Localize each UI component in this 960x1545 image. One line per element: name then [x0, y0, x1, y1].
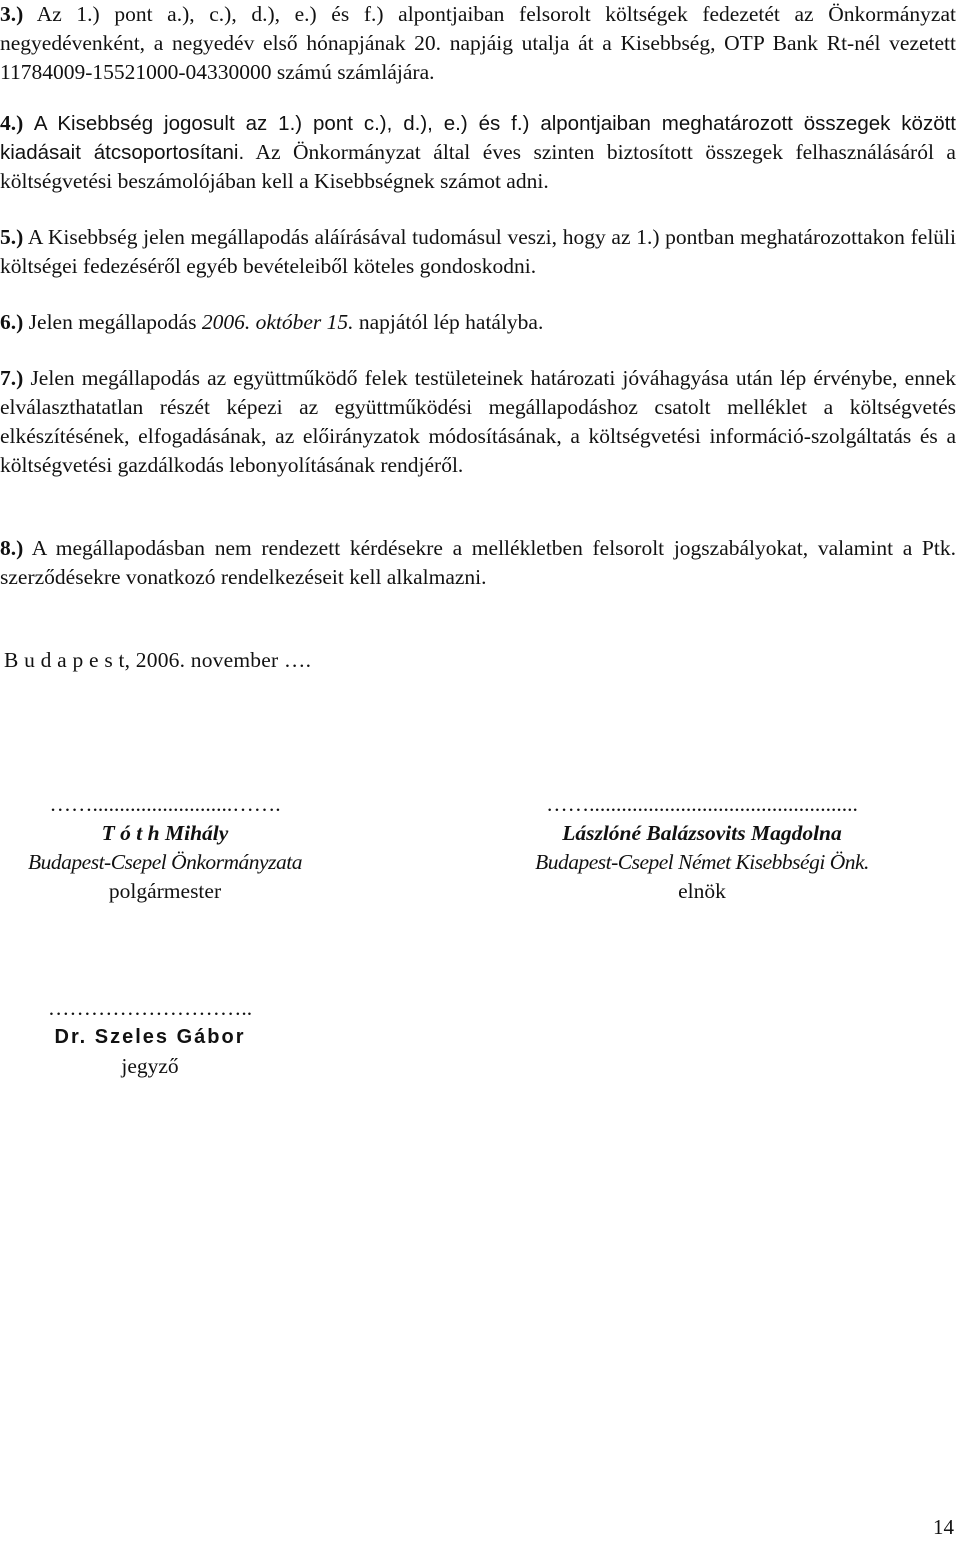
paragraph-number: 7.)	[0, 366, 24, 390]
paragraph-text: A megállapodásban nem rendezett kérdésekre a mellékletben felsorolt jogszabályokat, valamint a Ptk. szerződésekre vonatkozó rendelkezéseit kell alkalmazni.	[0, 536, 956, 589]
signatory-name: Dr. Szeles Gábor	[54, 1026, 246, 1048]
paragraph-4	[0, 109, 956, 196]
paragraph-text-b: napjától lép hatályba.	[358, 310, 544, 334]
signatory-role: elnök	[678, 879, 726, 903]
signature-block-mayor	[4, 790, 326, 906]
paragraph-text-sans: A Kisebbség jogosult az 1.) pont c.), d.), e.) és f.) alpontjaiban meghatározott összegek között kiadásait átcsoportosítani.	[0, 112, 956, 164]
signatory-organization: Budapest-Csepel Önkormányzata	[28, 850, 302, 874]
signature-line: ……..................................................	[546, 792, 858, 816]
signature-block-chair	[496, 790, 908, 906]
signature-line: ………………………..	[47, 996, 253, 1020]
paragraph-text: Jelen megállapodás az együttműködő felek testületeinek határozati jóváhagyása után lép érvénybe, ennek elválaszthatatlan részét képezi az együttműködési megállapodáshoz csatolt melléklet a költségvetés elkészítésének, elfogadásának, az előirányzatok módosításának, a költségvetési információ-szolgáltatás és a költségvetési gazdálkodás lebonyolításának rendjéről.	[0, 366, 956, 477]
paragraph-number: 4.)	[0, 111, 24, 135]
paragraph-number: 8.)	[0, 536, 24, 560]
signatory-role: polgármester	[108, 879, 222, 903]
signature-block-notary	[0, 994, 300, 1081]
paragraph-number: 5.)	[0, 225, 24, 249]
paragraph-text: Az Önkormányzat által éves szinten biztosított összegek felhasználásáról a költségvetési beszámolójában kell a Kisebbségnek számot adni.	[0, 140, 956, 193]
paragraph-text-a: Jelen megállapodás	[28, 310, 197, 334]
paragraph-3	[0, 0, 956, 87]
page-number: 14	[933, 1515, 954, 1539]
paragraph-number: 3.)	[0, 2, 24, 26]
effective-date: 2006. október 15.	[201, 310, 354, 334]
paragraph-text: Az 1.) pont a.), c.), d.), e.) és f.) alpontjaiban felsorolt költségek fedezetét az Önkormányzat negyedévenként, a negyedév első hónapjának 20. napjáig utalja át a Kisebbség, OTP Bank Rt-nél vezetett 11784009-15521000-04330000 számú számlájára.	[0, 2, 956, 84]
place-and-date: B u d a p e s t, 2006. november ….	[4, 648, 312, 672]
signature-line: ……..........................…….	[49, 792, 281, 816]
paragraph-number: 6.)	[0, 310, 24, 334]
signatory-role: jegyző	[121, 1054, 179, 1078]
signatory-name: T ó t h Mihály	[101, 821, 229, 845]
signatory-name: Lászlóné Balázsovits Magdolna	[562, 821, 842, 845]
paragraph-text: A Kisebbség jelen megállapodás aláírásával tudomásul veszi, hogy az 1.) pontban meghatározottakon felüli költségei fedezéséről egyéb bevételeiből köteles gondoskodni.	[0, 225, 956, 278]
paragraph-7	[0, 364, 956, 480]
signatory-organization: Budapest-Csepel Német Kisebbségi Önk.	[535, 850, 869, 874]
paragraph-8	[0, 534, 956, 592]
paragraph-5	[0, 223, 956, 281]
paragraph-6	[0, 308, 956, 337]
